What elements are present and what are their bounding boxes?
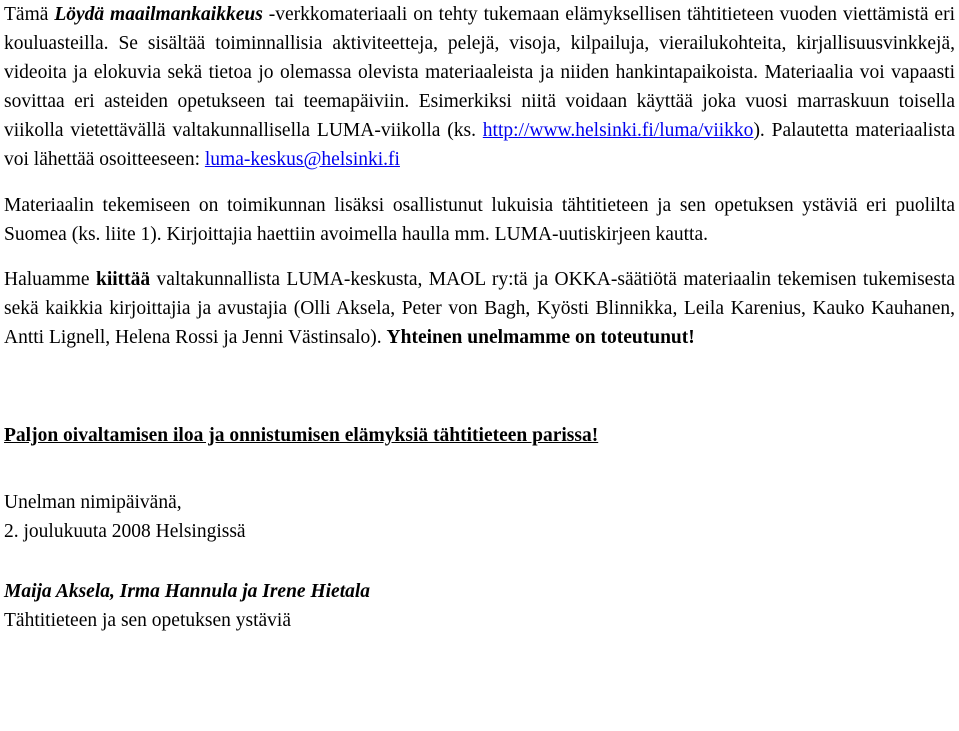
closing-wish: Paljon oivaltamisen iloa ja onnistumisen elämyksiä tähtitieteen parissa!	[4, 425, 599, 446]
intro-paragraph	[4, 0, 955, 174]
signer-role: Tähtitieteen ja sen opetuksen ystäviä	[4, 610, 291, 631]
intro-text-c: ). Palautetta materiaalista voi lähettää osoitteeseen:	[4, 120, 955, 170]
thanks-text-a: Haluamme	[4, 269, 96, 290]
date-line-2: 2. joulukuuta 2008 Helsingissä	[4, 521, 246, 542]
dream-fulfilled-text: Yhteinen unelmamme on toteutunut!	[386, 327, 695, 348]
material-title: Löydä maailmankaikkeus	[54, 4, 263, 25]
document-page	[4, 0, 955, 635]
intro-text-b: -verkkomateriaali on tehty tukemaan elämyksellisen tähtitieteen vuoden viettämistä eri kouluasteilla. Se sisältää toiminnallisia aktiviteetteja, pelejä, visoja, kilpailuja, vierailukohteita, kirjallisuusvinkkejä, videoita ja elokuvia sekä tietoa jo olemassa olevista materiaaleista ja niiden hankintapaikoista. Materiaalia voi vapaasti sovittaa eri asteiden opetukseen tai teemapäiviin. Esimerkiksi niitä voidaan käyttää joka vuosi marraskuun toisella viikolla vietettävällä valtakunnallisella LUMA-viikolla (ks.	[4, 4, 956, 141]
thanks-paragraph	[4, 265, 955, 352]
intro-text-a: Tämä	[4, 4, 55, 25]
feedback-email-link[interactable]: luma-keskus@helsinki.fi	[204, 149, 400, 170]
thanks-text-b: valtakunnallista LUMA-keskusta, MAOL ry:tä ja OKKA-säätiötä materiaalin tekemisen tukemisesta sekä kaikkia kirjoittajia ja avustajia (Olli Aksela, Peter von Bagh, Kyösti Blinnikka, Leila Karenius, Kauko Kauhanen, Antti Lignell, Helena Rossi ja Jenni Västinsalo).	[4, 269, 955, 348]
signers: Maija Aksela, Irma Hannula ja Irene Hietala	[4, 581, 371, 602]
luma-week-link[interactable]: http://www.helsinki.fi/luma/viikko	[482, 120, 754, 141]
contributors-paragraph: Materiaalin tekemiseen on toimikunnan lisäksi osallistunut lukuisia tähtitieteen ja sen opetuksen ystäviä eri puolilta Suomea (ks. liite 1). Kirjoittajia haettiin avoimella haulla mm. LUMA-uutiskirjeen kautta.	[4, 195, 955, 245]
date-line-1: Unelman nimipäivänä,	[4, 492, 182, 513]
thanks-bold: kiittää	[95, 269, 151, 290]
